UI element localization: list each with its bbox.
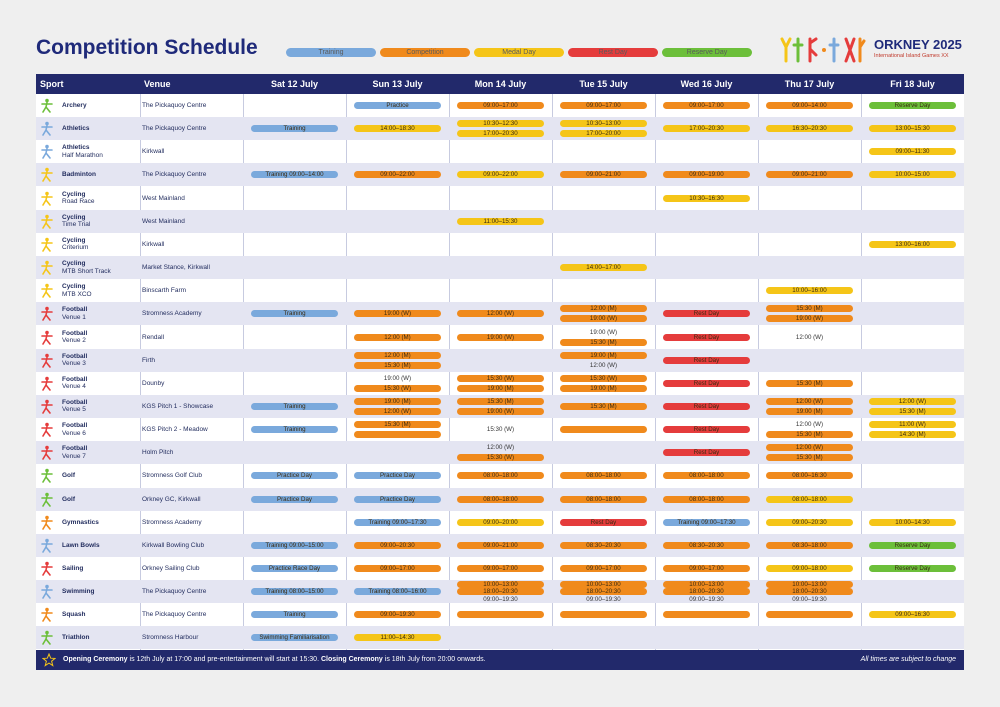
page-title: Competition Schedule (36, 36, 258, 59)
venue-name: Holm Pitch (142, 449, 174, 457)
athletics-half-marathon-icon (40, 144, 54, 159)
session-pill: 09:00–17:00 (560, 102, 647, 109)
session-pill: 15:30 (M) (457, 398, 544, 405)
brand-subtitle: International Island Games XX (874, 53, 949, 59)
sport-label: Football (62, 445, 88, 453)
session-pill: Rest Day (560, 519, 647, 526)
session-pill: Rest Day (663, 310, 750, 317)
table-row (36, 140, 964, 163)
session-pill: 09:00–19:30 (354, 611, 441, 618)
sport-event-label: Venue 5 (62, 406, 86, 414)
cycling-criterium-icon (40, 237, 54, 252)
session-pill: 12:00 (W) (766, 398, 853, 405)
session-pill: 13:00–16:00 (869, 241, 956, 248)
venue-name: The Pickaquoy Centre (142, 588, 207, 596)
table-row (36, 163, 964, 186)
cycling-road-race-icon (40, 191, 54, 206)
brand-logo (778, 33, 968, 63)
session-pill: 10:30–13:00 (560, 120, 647, 127)
session-pill: 08:00–18:00 (663, 496, 750, 503)
sport-event-label: Venue 3 (62, 360, 86, 368)
session-pill: 10:00–16:00 (766, 287, 853, 294)
session-pill: Training (251, 611, 338, 618)
session-time: 19:00 (W) (383, 374, 412, 382)
session-pill: 09:00–17:00 (560, 565, 647, 572)
venue-name: The Pickaquoy Centre (142, 102, 207, 109)
session-pill: Practice Day (251, 496, 338, 503)
venue-name: The Pickaquoy Centre (142, 611, 207, 619)
session-pill: 19:00 (M) (766, 408, 853, 415)
session-pill: 19:00 (M) (560, 352, 647, 359)
session-pill: 09:00–17:00 (354, 565, 441, 572)
session-pill: Practice Day (354, 472, 441, 479)
session-pill: 19:00 (W) (457, 334, 544, 341)
legend-item-reserve-day: Reserve Day (662, 48, 752, 57)
disclaimer: All times are subject to change (860, 656, 956, 663)
table-row (36, 187, 964, 210)
session-pill: 08:30–20:30 (663, 542, 750, 549)
session-pill: 12:00 (W) (354, 408, 441, 415)
session-pill: Training (251, 310, 338, 317)
sport-event-label: Venue 6 (62, 429, 86, 437)
session-time: 12:00 (W) (589, 361, 618, 369)
sport-label: Cycling (62, 236, 86, 244)
session-pill: 11:00–14:30 (354, 634, 441, 641)
football-venue-1-icon (40, 306, 54, 321)
session-pill: Training 09:00–17:30 (663, 519, 750, 526)
sport-label: Football (62, 375, 88, 383)
session-time: 09:00–19:30 (586, 595, 621, 603)
session-pill: 09:00–19:00 (663, 171, 750, 178)
sport-label: Squash (62, 611, 86, 619)
session-pill: 14:00–18:30 (354, 125, 441, 132)
session-pill: Swimming Familiarisation (251, 634, 338, 641)
venue-name: Stromness Golf Club (142, 472, 202, 480)
session-pill: 18:00–20:30 (766, 588, 853, 595)
venue-name: Orkney GC, Kirkwall (142, 495, 201, 503)
session-pill: Training (251, 125, 338, 132)
sport-label: Golf (62, 495, 75, 503)
session-pill: 19:00 (M) (354, 398, 441, 405)
session-pill: 19:00 (M) (560, 385, 647, 392)
column-header-day-1: Sat 12 July (270, 79, 319, 89)
badminton-icon (40, 167, 54, 182)
column-header-sport: Sport (40, 79, 64, 89)
table-row (36, 441, 964, 464)
session-pill: 08:00–18:00 (663, 472, 750, 479)
triathlon-icon (40, 630, 54, 645)
session-pill: 17:00–20:30 (457, 130, 544, 137)
session-pill (560, 611, 647, 618)
sport-label: Football (62, 306, 88, 314)
sport-label: Football (62, 398, 88, 406)
venue-name: Firth (142, 356, 155, 364)
session-pill: 19:00 (W) (766, 315, 853, 322)
legend-item-medal-day: Medal Day (474, 48, 564, 57)
table-row (36, 117, 964, 140)
cycling-time-trial-icon (40, 214, 54, 229)
session-pill: Training 09:00–15:00 (251, 542, 338, 549)
session-pill: 10:00–13:00 (560, 581, 647, 588)
table-row (36, 418, 964, 441)
session-pill: 09:00–21:00 (766, 171, 853, 178)
session-pill: 09:00–21:00 (457, 542, 544, 549)
session-pill: 17:00–20:30 (663, 125, 750, 132)
session-pill: Practice Day (251, 472, 338, 479)
session-pill: Rest Day (663, 403, 750, 410)
swimming-icon (40, 584, 54, 599)
session-pill: Training (251, 426, 338, 433)
sport-event-label: Venue 1 (62, 313, 86, 321)
session-pill: 19:00 (M) (457, 385, 544, 392)
sport-event-label: MTB XCO (62, 290, 92, 298)
session-pill: 15:30 (M) (766, 305, 853, 312)
session-pill: 08:00–16:30 (766, 472, 853, 479)
venue-name: Dounby (142, 379, 165, 387)
session-time: 09:00–19:30 (689, 595, 724, 603)
session-time: 12:00 (W) (795, 333, 824, 341)
session-pill: 09:00–20:30 (354, 542, 441, 549)
session-pill: 10:30–16:30 (663, 195, 750, 202)
venue-name: Rendall (142, 333, 165, 341)
venue-name: The Pickaquoy Centre (142, 171, 207, 179)
table-row (36, 256, 964, 279)
squash-icon (40, 607, 54, 622)
sport-label: Lawn Bowls (62, 541, 100, 549)
venue-name: The Pickaquoy Centre (142, 125, 207, 133)
venue-name: Stromness Academy (142, 310, 202, 318)
sport-label: Swimming (62, 588, 95, 596)
column-header-venue: Venue (144, 79, 171, 89)
gymnastics-icon (40, 515, 54, 530)
football-venue-7-icon (40, 445, 54, 460)
column-header-day-2: Sun 13 July (372, 79, 423, 89)
session-pill: Training 08:00–15:00 (251, 588, 338, 595)
table-row (36, 302, 964, 325)
archery-icon (40, 98, 54, 113)
venue-name: Kirkwall (142, 148, 165, 156)
session-pill: 12:00 (M) (560, 305, 647, 312)
session-pill: 15:30 (M) (869, 408, 956, 415)
sailing-icon (40, 561, 54, 576)
sport-label: Football (62, 422, 88, 430)
closing-ceremony-text: is 18th July from 20:00 onwards. (382, 656, 486, 663)
session-pill: 10:30–12:30 (457, 120, 544, 127)
session-pill: Reserve Day (869, 102, 956, 109)
session-pill: 09:00–20:30 (766, 519, 853, 526)
session-pill: Practice (354, 102, 441, 109)
column-header-day-5: Wed 16 July (680, 79, 733, 89)
football-venue-3-icon (40, 353, 54, 368)
table-row (36, 372, 964, 395)
schedule-table (36, 74, 964, 650)
venue-name: Kirkwall (142, 240, 165, 248)
sport-label: Archery (62, 102, 87, 109)
lawn-bowls-icon (40, 538, 54, 553)
sport-event-label: Venue 4 (62, 383, 86, 391)
closing-ceremony-label: Closing Ceremony (320, 656, 383, 663)
table-row (36, 580, 964, 603)
session-pill: Rest Day (663, 426, 750, 433)
session-pill: 16:30–20:30 (766, 125, 853, 132)
session-pill: 15:30 (W) (560, 375, 647, 382)
sport-label: Sailing (62, 565, 84, 572)
session-pill (663, 611, 750, 618)
session-pill: 09:00–20:00 (457, 519, 544, 526)
session-pill: 15:30 (M) (560, 339, 647, 346)
session-pill: 08:00–18:00 (457, 472, 544, 479)
session-time: 09:00–19:30 (483, 595, 518, 603)
session-pill: 15:30 (W) (457, 375, 544, 382)
session-pill: 09:00–17:00 (457, 102, 544, 109)
session-pill (354, 431, 441, 438)
session-pill: 17:00–20:00 (560, 130, 647, 137)
sport-label: Cycling (62, 213, 86, 221)
session-pill (560, 426, 647, 433)
star-icon (42, 653, 56, 667)
session-pill: 09:00–16:30 (869, 611, 956, 618)
sport-label: Triathlon (62, 634, 90, 642)
legend-item-rest-day: Rest Day (568, 48, 658, 57)
session-pill: 09:00–21:00 (560, 171, 647, 178)
session-pill: 18:00–20:30 (560, 588, 647, 595)
venue-name: Binscarth Farm (142, 287, 187, 295)
session-pill: 15:30 (M) (766, 431, 853, 438)
sport-label: Gymnastics (62, 518, 99, 526)
session-pill: 10:00–13:00 (663, 581, 750, 588)
session-pill: Reserve Day (869, 565, 956, 572)
session-pill: 12:00 (M) (354, 334, 441, 341)
sport-label: Cycling (62, 283, 86, 291)
table-row (36, 279, 964, 302)
session-pill: 08:00–18:00 (766, 496, 853, 503)
venue-name: Market Stance, Kirkwall (142, 264, 210, 272)
session-time: 09:00–19:30 (792, 595, 827, 603)
session-pill: 09:00–14:00 (766, 102, 853, 109)
opening-ceremony-label: Opening Ceremony (63, 656, 128, 663)
session-pill: 15:30 (M) (354, 421, 441, 428)
session-pill: 14:00–17:00 (560, 264, 647, 271)
venue-name: Stromness Academy (142, 518, 202, 526)
cycling-mtb-xco-icon (40, 283, 54, 298)
session-pill: 09:00–17:00 (663, 565, 750, 572)
golf-icon (40, 468, 54, 483)
sport-label: Cycling (62, 260, 86, 268)
sport-label: Athletics (62, 144, 90, 152)
sport-label: Golf (62, 472, 75, 480)
session-pill: 08:00–18:00 (560, 472, 647, 479)
session-pill: 10:00–15:00 (869, 171, 956, 178)
session-pill: 10:00–14:30 (869, 519, 956, 526)
table-row (36, 395, 964, 418)
sport-label: Athletics (62, 125, 90, 133)
venue-name: KGS Pitch 2 - Meadow (142, 426, 208, 434)
session-pill: 08:30–20:30 (560, 542, 647, 549)
legend-item-training: Training (286, 48, 376, 57)
table-row (36, 603, 964, 626)
session-pill: Rest Day (663, 357, 750, 364)
session-pill: Practice Day (354, 496, 441, 503)
legend-item-competition: Competition (380, 48, 470, 57)
athletics-icon (40, 121, 54, 136)
column-header-day-3: Mon 14 July (474, 79, 527, 89)
session-time: 19:00 (W) (589, 328, 618, 336)
footer-bar (36, 650, 964, 670)
sport-label: Cycling (62, 190, 86, 198)
session-pill: 15:30 (W) (354, 385, 441, 392)
session-pill: 19:00 (W) (560, 315, 647, 322)
venue-name: West Mainland (142, 194, 185, 202)
table-row (36, 511, 964, 534)
session-pill: 11:00 (W) (869, 421, 956, 428)
session-pill: 09:00–17:00 (663, 102, 750, 109)
venue-name: Kirkwall Bowling Club (142, 541, 205, 549)
sport-event-label: Half Marathon (62, 151, 103, 159)
session-time: 15:30 (W) (486, 426, 515, 434)
table-row (36, 349, 964, 372)
session-pill: 19:00 (W) (354, 310, 441, 317)
table-row (36, 534, 964, 557)
session-pill: 15:30 (M) (560, 403, 647, 410)
session-pill: 18:00–20:30 (663, 588, 750, 595)
football-venue-5-icon (40, 399, 54, 414)
table-row (36, 326, 964, 349)
cycling-mtb-short-track-icon (40, 260, 54, 275)
session-pill (766, 611, 853, 618)
table-row (36, 557, 964, 580)
session-pill: 15:30 (M) (766, 380, 853, 387)
table-row (36, 210, 964, 233)
ceremony-note (63, 656, 486, 663)
session-pill: Training 09:00–14:00 (251, 171, 338, 178)
football-venue-2-icon (40, 330, 54, 345)
table-row (36, 626, 964, 649)
session-pill: 12:00 (W) (457, 310, 544, 317)
sport-event-label: Time Trial (62, 221, 91, 229)
sport-label: Football (62, 352, 88, 360)
session-pill: Training (251, 403, 338, 410)
session-pill: 12:00 (W) (766, 444, 853, 451)
table-row (36, 464, 964, 487)
session-pill: Practice Race Day (251, 565, 338, 572)
session-pill: 10:00–13:00 (766, 581, 853, 588)
sport-event-label: MTB Short Track (62, 267, 111, 275)
session-time: 12:00 (W) (486, 444, 515, 452)
venue-name: Orkney Sailing Club (142, 565, 200, 572)
session-pill: 19:00 (W) (457, 408, 544, 415)
session-pill: 09:00–17:00 (457, 565, 544, 572)
table-row (36, 94, 964, 117)
session-pill: 09:00–18:00 (766, 565, 853, 572)
session-pill: Rest Day (663, 449, 750, 456)
sport-event-label: Criterium (62, 244, 89, 252)
column-header-day-7: Fri 18 July (890, 79, 935, 89)
session-pill: 10:00–13:00 (457, 581, 544, 588)
column-header-day-6: Thu 17 July (784, 79, 835, 89)
session-pill: 11:00–15:30 (457, 218, 544, 225)
sport-event-label: Venue 2 (62, 337, 86, 344)
session-pill: Training 09:00–17:30 (354, 519, 441, 526)
venue-name: Stromness Harbour (142, 634, 199, 642)
session-pill: Reserve Day (869, 542, 956, 549)
table-row (36, 488, 964, 511)
session-pill: 08:00–18:00 (457, 496, 544, 503)
session-pill: 15:30 (W) (457, 454, 544, 461)
session-pill: 09:00–22:00 (354, 171, 441, 178)
orkney-2025-logo-icon (778, 35, 866, 63)
venue-name: KGS Pitch 1 - Showcase (142, 402, 214, 410)
session-pill: 08:30–18:00 (766, 542, 853, 549)
session-pill: 09:00–22:00 (457, 171, 544, 178)
sport-label: Badminton (62, 171, 96, 179)
venue-name: West Mainland (142, 217, 185, 225)
football-venue-6-icon (40, 422, 54, 437)
football-venue-4-icon (40, 376, 54, 391)
session-pill: 18:00–20:30 (457, 588, 544, 595)
table-row (36, 233, 964, 256)
column-header-day-4: Tue 15 July (579, 79, 628, 89)
session-pill: Training 08:00–16:00 (354, 588, 441, 595)
sport-event-label: Road Race (62, 198, 95, 206)
session-pill: 15:30 (M) (354, 362, 441, 369)
session-pill (457, 611, 544, 618)
opening-ceremony-text: is 12th July at 17:00 and pre-entertainment will start at 15:30. (127, 656, 321, 663)
table-header (36, 74, 964, 94)
session-pill: 09:00–11:30 (869, 148, 956, 155)
session-pill: 12:00 (M) (354, 352, 441, 359)
session-pill: 13:00–15:30 (869, 125, 956, 132)
golf-2-icon (40, 492, 54, 507)
session-pill: Rest Day (663, 380, 750, 387)
session-pill: Rest Day (663, 334, 750, 341)
session-time: 12:00 (W) (795, 421, 824, 429)
session-pill: 14:30 (M) (869, 431, 956, 438)
sport-event-label: Venue 7 (62, 452, 86, 460)
session-pill: 08:00–18:00 (560, 496, 647, 503)
brand-name: ORKNEY 2025 (874, 37, 962, 52)
session-pill: 15:30 (M) (766, 454, 853, 461)
sport-label: Football (62, 329, 88, 337)
session-pill: 12:00 (W) (869, 398, 956, 405)
